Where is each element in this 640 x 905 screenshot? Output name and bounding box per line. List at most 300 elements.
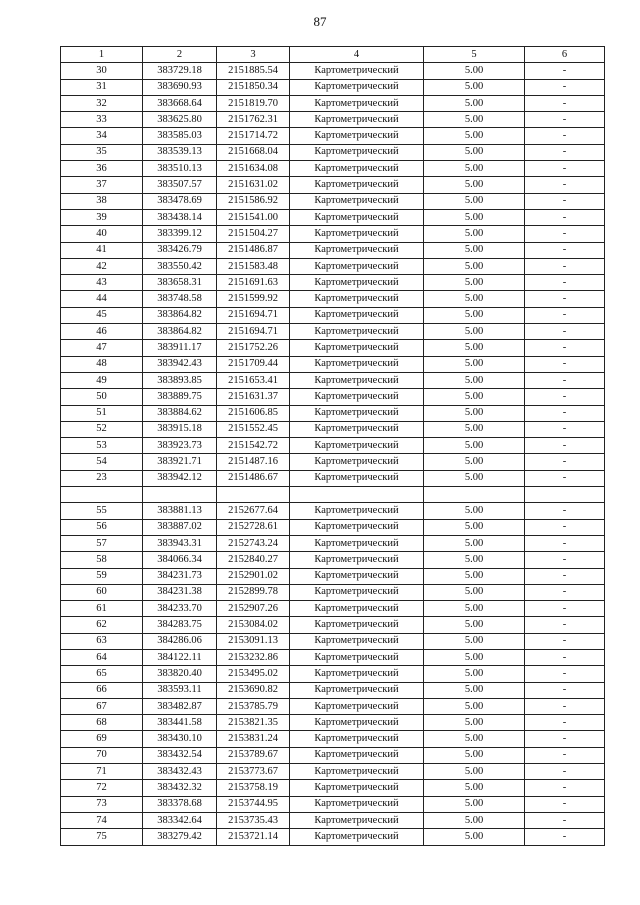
- cell-y-coordinate: 2151631.37: [217, 389, 290, 405]
- cell-note: -: [525, 731, 605, 747]
- cell-x-coordinate: 383911.17: [143, 340, 217, 356]
- cell-note: -: [525, 568, 605, 584]
- cell-accuracy: 5.00: [424, 421, 525, 437]
- cell-accuracy: 5.00: [424, 193, 525, 209]
- cell-x-coordinate: 383625.80: [143, 112, 217, 128]
- cell-accuracy: 5.00: [424, 275, 525, 291]
- cell-accuracy: 5.00: [424, 258, 525, 274]
- cell-method: Картометрический: [290, 503, 424, 519]
- cell-x-coordinate: 383593.11: [143, 682, 217, 698]
- cell-method: Картометрический: [290, 780, 424, 796]
- cell-x-coordinate: 383430.10: [143, 731, 217, 747]
- cell-y-coordinate: 2151634.08: [217, 161, 290, 177]
- cell-x-coordinate: 383426.79: [143, 242, 217, 258]
- cell-y-coordinate: 2153831.24: [217, 731, 290, 747]
- cell-note: -: [525, 144, 605, 160]
- cell-note: [525, 487, 605, 503]
- table-row: [61, 829, 605, 845]
- cell-x-coordinate: 383510.13: [143, 161, 217, 177]
- cell-y-coordinate: 2153785.79: [217, 698, 290, 714]
- cell-note: -: [525, 633, 605, 649]
- cell-method: Картометрический: [290, 324, 424, 340]
- cell-method: Картометрический: [290, 356, 424, 372]
- cell-accuracy: 5.00: [424, 535, 525, 551]
- table-body: [61, 63, 605, 845]
- cell-note: -: [525, 764, 605, 780]
- cell-accuracy: 5.00: [424, 747, 525, 763]
- cell-accuracy: 5.00: [424, 552, 525, 568]
- cell-note: -: [525, 324, 605, 340]
- cell-y-coordinate: 2151504.27: [217, 226, 290, 242]
- cell-accuracy: 5.00: [424, 372, 525, 388]
- cell-method: Картометрический: [290, 242, 424, 258]
- column-header: 4: [290, 47, 424, 63]
- table-row: [61, 682, 605, 698]
- cell-point-number: 67: [61, 698, 143, 714]
- cell-accuracy: 5.00: [424, 584, 525, 600]
- cell-y-coordinate: 2153690.82: [217, 682, 290, 698]
- cell-point-number: 31: [61, 79, 143, 95]
- cell-point-number: [61, 487, 143, 503]
- cell-point-number: 35: [61, 144, 143, 160]
- cell-note: -: [525, 291, 605, 307]
- table-row: [61, 193, 605, 209]
- table-row: [61, 649, 605, 665]
- cell-method: Картометрический: [290, 144, 424, 160]
- cell-method: Картометрический: [290, 405, 424, 421]
- table-row: [61, 63, 605, 79]
- cell-x-coordinate: 383889.75: [143, 389, 217, 405]
- cell-accuracy: 5.00: [424, 617, 525, 633]
- cell-note: -: [525, 617, 605, 633]
- cell-x-coordinate: 383441.58: [143, 715, 217, 731]
- cell-method: Картометрический: [290, 764, 424, 780]
- cell-point-number: 44: [61, 291, 143, 307]
- cell-y-coordinate: 2152743.24: [217, 535, 290, 551]
- table-row: [61, 487, 605, 503]
- cell-y-coordinate: 2152840.27: [217, 552, 290, 568]
- cell-x-coordinate: 384066.34: [143, 552, 217, 568]
- cell-accuracy: 5.00: [424, 568, 525, 584]
- cell-accuracy: 5.00: [424, 209, 525, 225]
- table-row: [61, 764, 605, 780]
- cell-method: Картометрический: [290, 63, 424, 79]
- cell-point-number: 51: [61, 405, 143, 421]
- cell-y-coordinate: 2153735.43: [217, 812, 290, 828]
- cell-y-coordinate: 2151819.70: [217, 95, 290, 111]
- cell-x-coordinate: 383915.18: [143, 421, 217, 437]
- table-row: [61, 242, 605, 258]
- cell-x-coordinate: 384122.11: [143, 649, 217, 665]
- cell-x-coordinate: 383585.03: [143, 128, 217, 144]
- cell-point-number: 59: [61, 568, 143, 584]
- table-row: [61, 275, 605, 291]
- cell-x-coordinate: 384231.38: [143, 584, 217, 600]
- cell-point-number: 73: [61, 796, 143, 812]
- table-row: [61, 356, 605, 372]
- cell-note: -: [525, 389, 605, 405]
- cell-note: -: [525, 79, 605, 95]
- cell-y-coordinate: 2151487.16: [217, 454, 290, 470]
- cell-y-coordinate: 2151694.71: [217, 307, 290, 323]
- cell-x-coordinate: 383921.71: [143, 454, 217, 470]
- cell-x-coordinate: 383887.02: [143, 519, 217, 535]
- cell-y-coordinate: 2151668.04: [217, 144, 290, 160]
- cell-note: -: [525, 829, 605, 845]
- cell-point-number: 33: [61, 112, 143, 128]
- cell-y-coordinate: 2151709.44: [217, 356, 290, 372]
- cell-y-coordinate: 2151762.31: [217, 112, 290, 128]
- cell-x-coordinate: 383923.73: [143, 438, 217, 454]
- cell-point-number: 42: [61, 258, 143, 274]
- cell-method: Картометрический: [290, 340, 424, 356]
- table-row: [61, 405, 605, 421]
- cell-note: -: [525, 649, 605, 665]
- cell-point-number: 60: [61, 584, 143, 600]
- cell-point-number: 71: [61, 764, 143, 780]
- cell-note: -: [525, 226, 605, 242]
- cell-accuracy: 5.00: [424, 324, 525, 340]
- table-row: [61, 112, 605, 128]
- cell-x-coordinate: 383539.13: [143, 144, 217, 160]
- cell-point-number: 38: [61, 193, 143, 209]
- cell-y-coordinate: 2152901.02: [217, 568, 290, 584]
- cell-y-coordinate: 2152728.61: [217, 519, 290, 535]
- cell-x-coordinate: 384286.06: [143, 633, 217, 649]
- cell-point-number: 70: [61, 747, 143, 763]
- cell-note: -: [525, 666, 605, 682]
- cell-accuracy: 5.00: [424, 291, 525, 307]
- cell-x-coordinate: 383893.85: [143, 372, 217, 388]
- table-row: [61, 307, 605, 323]
- cell-y-coordinate: 2153758.19: [217, 780, 290, 796]
- cell-y-coordinate: 2151541.00: [217, 209, 290, 225]
- cell-accuracy: 5.00: [424, 356, 525, 372]
- cell-point-number: 34: [61, 128, 143, 144]
- cell-x-coordinate: 384231.73: [143, 568, 217, 584]
- cell-method: Картометрический: [290, 258, 424, 274]
- cell-method: Картометрический: [290, 698, 424, 714]
- page-number: 87: [313, 14, 327, 29]
- table-row: [61, 79, 605, 95]
- cell-point-number: 47: [61, 340, 143, 356]
- cell-x-coordinate: 383482.87: [143, 698, 217, 714]
- table-row: [61, 601, 605, 617]
- cell-point-number: 41: [61, 242, 143, 258]
- cell-note: -: [525, 503, 605, 519]
- cell-x-coordinate: 383550.42: [143, 258, 217, 274]
- table-row: [61, 617, 605, 633]
- cell-accuracy: 5.00: [424, 649, 525, 665]
- cell-note: -: [525, 812, 605, 828]
- cell-point-number: 36: [61, 161, 143, 177]
- column-header: 5: [424, 47, 525, 63]
- table-row: [61, 796, 605, 812]
- cell-note: -: [525, 454, 605, 470]
- cell-point-number: 64: [61, 649, 143, 665]
- cell-y-coordinate: 2151552.45: [217, 421, 290, 437]
- cell-point-number: 68: [61, 715, 143, 731]
- cell-x-coordinate: 383943.31: [143, 535, 217, 551]
- cell-method: Картометрический: [290, 79, 424, 95]
- cell-note: -: [525, 177, 605, 193]
- cell-point-number: 30: [61, 63, 143, 79]
- cell-note: -: [525, 95, 605, 111]
- cell-method: Картометрический: [290, 209, 424, 225]
- cell-note: -: [525, 715, 605, 731]
- table-row: [61, 161, 605, 177]
- cell-point-number: 66: [61, 682, 143, 698]
- cell-note: -: [525, 552, 605, 568]
- cell-x-coordinate: 383507.57: [143, 177, 217, 193]
- cell-note: -: [525, 193, 605, 209]
- table-row: [61, 389, 605, 405]
- cell-accuracy: 5.00: [424, 177, 525, 193]
- cell-method: Картометрический: [290, 617, 424, 633]
- cell-accuracy: 5.00: [424, 731, 525, 747]
- cell-point-number: 61: [61, 601, 143, 617]
- cell-accuracy: 5.00: [424, 454, 525, 470]
- cell-y-coordinate: 2153744.95: [217, 796, 290, 812]
- cell-accuracy: 5.00: [424, 63, 525, 79]
- cell-y-coordinate: 2151691.63: [217, 275, 290, 291]
- table-row: [61, 258, 605, 274]
- cell-method: Картометрический: [290, 796, 424, 812]
- cell-accuracy: 5.00: [424, 715, 525, 731]
- table-row: [61, 535, 605, 551]
- cell-method: Картометрический: [290, 682, 424, 698]
- cell-y-coordinate: 2153091.13: [217, 633, 290, 649]
- cell-y-coordinate: 2152677.64: [217, 503, 290, 519]
- cell-y-coordinate: 2152907.26: [217, 601, 290, 617]
- cell-y-coordinate: 2151583.48: [217, 258, 290, 274]
- cell-point-number: 62: [61, 617, 143, 633]
- header-row: [61, 47, 605, 63]
- cell-note: -: [525, 421, 605, 437]
- cell-note: -: [525, 584, 605, 600]
- cell-accuracy: 5.00: [424, 79, 525, 95]
- cell-method: Картометрический: [290, 291, 424, 307]
- cell-point-number: 69: [61, 731, 143, 747]
- cell-x-coordinate: 384233.70: [143, 601, 217, 617]
- cell-point-number: 53: [61, 438, 143, 454]
- cell-method: Картометрический: [290, 177, 424, 193]
- cell-method: Картометрический: [290, 454, 424, 470]
- cell-y-coordinate: 2151714.72: [217, 128, 290, 144]
- column-header: 1: [61, 47, 143, 63]
- cell-accuracy: 5.00: [424, 470, 525, 486]
- cell-x-coordinate: 383942.12: [143, 470, 217, 486]
- cell-accuracy: 5.00: [424, 812, 525, 828]
- cell-accuracy: 5.00: [424, 780, 525, 796]
- cell-accuracy: 5.00: [424, 389, 525, 405]
- cell-y-coordinate: 2153821.35: [217, 715, 290, 731]
- cell-y-coordinate: 2153084.02: [217, 617, 290, 633]
- table-row: [61, 144, 605, 160]
- cell-method: Картометрический: [290, 829, 424, 845]
- cell-point-number: 57: [61, 535, 143, 551]
- cell-accuracy: 5.00: [424, 503, 525, 519]
- cell-method: Картометрический: [290, 584, 424, 600]
- cell-x-coordinate: 383729.18: [143, 63, 217, 79]
- cell-method: Картометрический: [290, 275, 424, 291]
- cell-point-number: 54: [61, 454, 143, 470]
- table-row: [61, 95, 605, 111]
- cell-accuracy: 5.00: [424, 796, 525, 812]
- cell-method: Картометрический: [290, 470, 424, 486]
- table-row: [61, 633, 605, 649]
- cell-y-coordinate: [217, 487, 290, 503]
- cell-accuracy: 5.00: [424, 340, 525, 356]
- cell-x-coordinate: 383864.82: [143, 324, 217, 340]
- table-row: [61, 438, 605, 454]
- cell-y-coordinate: 2151486.87: [217, 242, 290, 258]
- cell-method: Картометрический: [290, 421, 424, 437]
- cell-point-number: 39: [61, 209, 143, 225]
- cell-point-number: 52: [61, 421, 143, 437]
- cell-point-number: 74: [61, 812, 143, 828]
- cell-y-coordinate: 2151542.72: [217, 438, 290, 454]
- cell-y-coordinate: 2151752.26: [217, 340, 290, 356]
- cell-note: -: [525, 372, 605, 388]
- cell-note: -: [525, 307, 605, 323]
- cell-accuracy: 5.00: [424, 519, 525, 535]
- cell-note: -: [525, 780, 605, 796]
- cell-note: -: [525, 242, 605, 258]
- cell-point-number: 56: [61, 519, 143, 535]
- cell-y-coordinate: 2151885.54: [217, 63, 290, 79]
- cell-accuracy: 5.00: [424, 144, 525, 160]
- cell-note: -: [525, 796, 605, 812]
- cell-x-coordinate: 383378.68: [143, 796, 217, 812]
- cell-point-number: 32: [61, 95, 143, 111]
- cell-method: Картометрический: [290, 535, 424, 551]
- cell-x-coordinate: 383342.64: [143, 812, 217, 828]
- cell-x-coordinate: 383478.69: [143, 193, 217, 209]
- cell-note: -: [525, 698, 605, 714]
- cell-note: -: [525, 519, 605, 535]
- cell-point-number: 55: [61, 503, 143, 519]
- table-row: [61, 421, 605, 437]
- cell-note: -: [525, 275, 605, 291]
- cell-accuracy: 5.00: [424, 128, 525, 144]
- cell-x-coordinate: [143, 487, 217, 503]
- cell-note: -: [525, 340, 605, 356]
- cell-method: Картометрический: [290, 438, 424, 454]
- cell-method: [290, 487, 424, 503]
- cell-note: -: [525, 747, 605, 763]
- table-row: [61, 552, 605, 568]
- cell-note: -: [525, 63, 605, 79]
- cell-point-number: 65: [61, 666, 143, 682]
- cell-method: Картометрический: [290, 372, 424, 388]
- cell-y-coordinate: 2151631.02: [217, 177, 290, 193]
- cell-note: -: [525, 209, 605, 225]
- table-row: [61, 503, 605, 519]
- table-row: [61, 226, 605, 242]
- table-header: [61, 47, 605, 63]
- cell-y-coordinate: 2151586.92: [217, 193, 290, 209]
- cell-accuracy: 5.00: [424, 438, 525, 454]
- cell-x-coordinate: 383279.42: [143, 829, 217, 845]
- cell-method: Картометрический: [290, 128, 424, 144]
- cell-x-coordinate: 383432.32: [143, 780, 217, 796]
- cell-note: -: [525, 601, 605, 617]
- column-header: 2: [143, 47, 217, 63]
- cell-accuracy: 5.00: [424, 698, 525, 714]
- cell-x-coordinate: 383690.93: [143, 79, 217, 95]
- cell-point-number: 43: [61, 275, 143, 291]
- cell-x-coordinate: 383432.43: [143, 764, 217, 780]
- table-row: [61, 812, 605, 828]
- cell-point-number: 50: [61, 389, 143, 405]
- cell-note: -: [525, 258, 605, 274]
- cell-method: Картометрический: [290, 112, 424, 128]
- table-row: [61, 470, 605, 486]
- cell-point-number: 63: [61, 633, 143, 649]
- cell-y-coordinate: 2151653.41: [217, 372, 290, 388]
- cell-y-coordinate: 2153232.86: [217, 649, 290, 665]
- cell-y-coordinate: 2153721.14: [217, 829, 290, 845]
- table-row: [61, 209, 605, 225]
- cell-x-coordinate: 384283.75: [143, 617, 217, 633]
- cell-method: Картометрический: [290, 193, 424, 209]
- cell-method: Картометрический: [290, 552, 424, 568]
- table-row: [61, 780, 605, 796]
- cell-accuracy: 5.00: [424, 829, 525, 845]
- table-row: [61, 454, 605, 470]
- column-header: 6: [525, 47, 605, 63]
- table-row: [61, 372, 605, 388]
- cell-y-coordinate: 2151850.34: [217, 79, 290, 95]
- cell-x-coordinate: 383864.82: [143, 307, 217, 323]
- cell-point-number: 75: [61, 829, 143, 845]
- cell-method: Картометрический: [290, 601, 424, 617]
- cell-x-coordinate: 383658.31: [143, 275, 217, 291]
- table-row: [61, 177, 605, 193]
- cell-accuracy: 5.00: [424, 682, 525, 698]
- cell-point-number: 23: [61, 470, 143, 486]
- cell-accuracy: 5.00: [424, 633, 525, 649]
- cell-method: Картометрический: [290, 389, 424, 405]
- cell-method: Картометрический: [290, 731, 424, 747]
- table-row: [61, 698, 605, 714]
- cell-accuracy: 5.00: [424, 405, 525, 421]
- cell-y-coordinate: 2153789.67: [217, 747, 290, 763]
- table-row: [61, 568, 605, 584]
- cell-x-coordinate: 383432.54: [143, 747, 217, 763]
- cell-accuracy: 5.00: [424, 161, 525, 177]
- cell-method: Картометрический: [290, 95, 424, 111]
- cell-point-number: 37: [61, 177, 143, 193]
- cell-point-number: 58: [61, 552, 143, 568]
- cell-note: -: [525, 405, 605, 421]
- column-header: 3: [217, 47, 290, 63]
- cell-note: -: [525, 161, 605, 177]
- cell-accuracy: 5.00: [424, 95, 525, 111]
- cell-point-number: 49: [61, 372, 143, 388]
- cell-accuracy: 5.00: [424, 764, 525, 780]
- cell-method: Картометрический: [290, 715, 424, 731]
- cell-note: -: [525, 535, 605, 551]
- cell-point-number: 45: [61, 307, 143, 323]
- table-row: [61, 715, 605, 731]
- cell-x-coordinate: 383668.64: [143, 95, 217, 111]
- cell-note: -: [525, 470, 605, 486]
- cell-x-coordinate: 383399.12: [143, 226, 217, 242]
- cell-method: Картометрический: [290, 812, 424, 828]
- table-row: [61, 731, 605, 747]
